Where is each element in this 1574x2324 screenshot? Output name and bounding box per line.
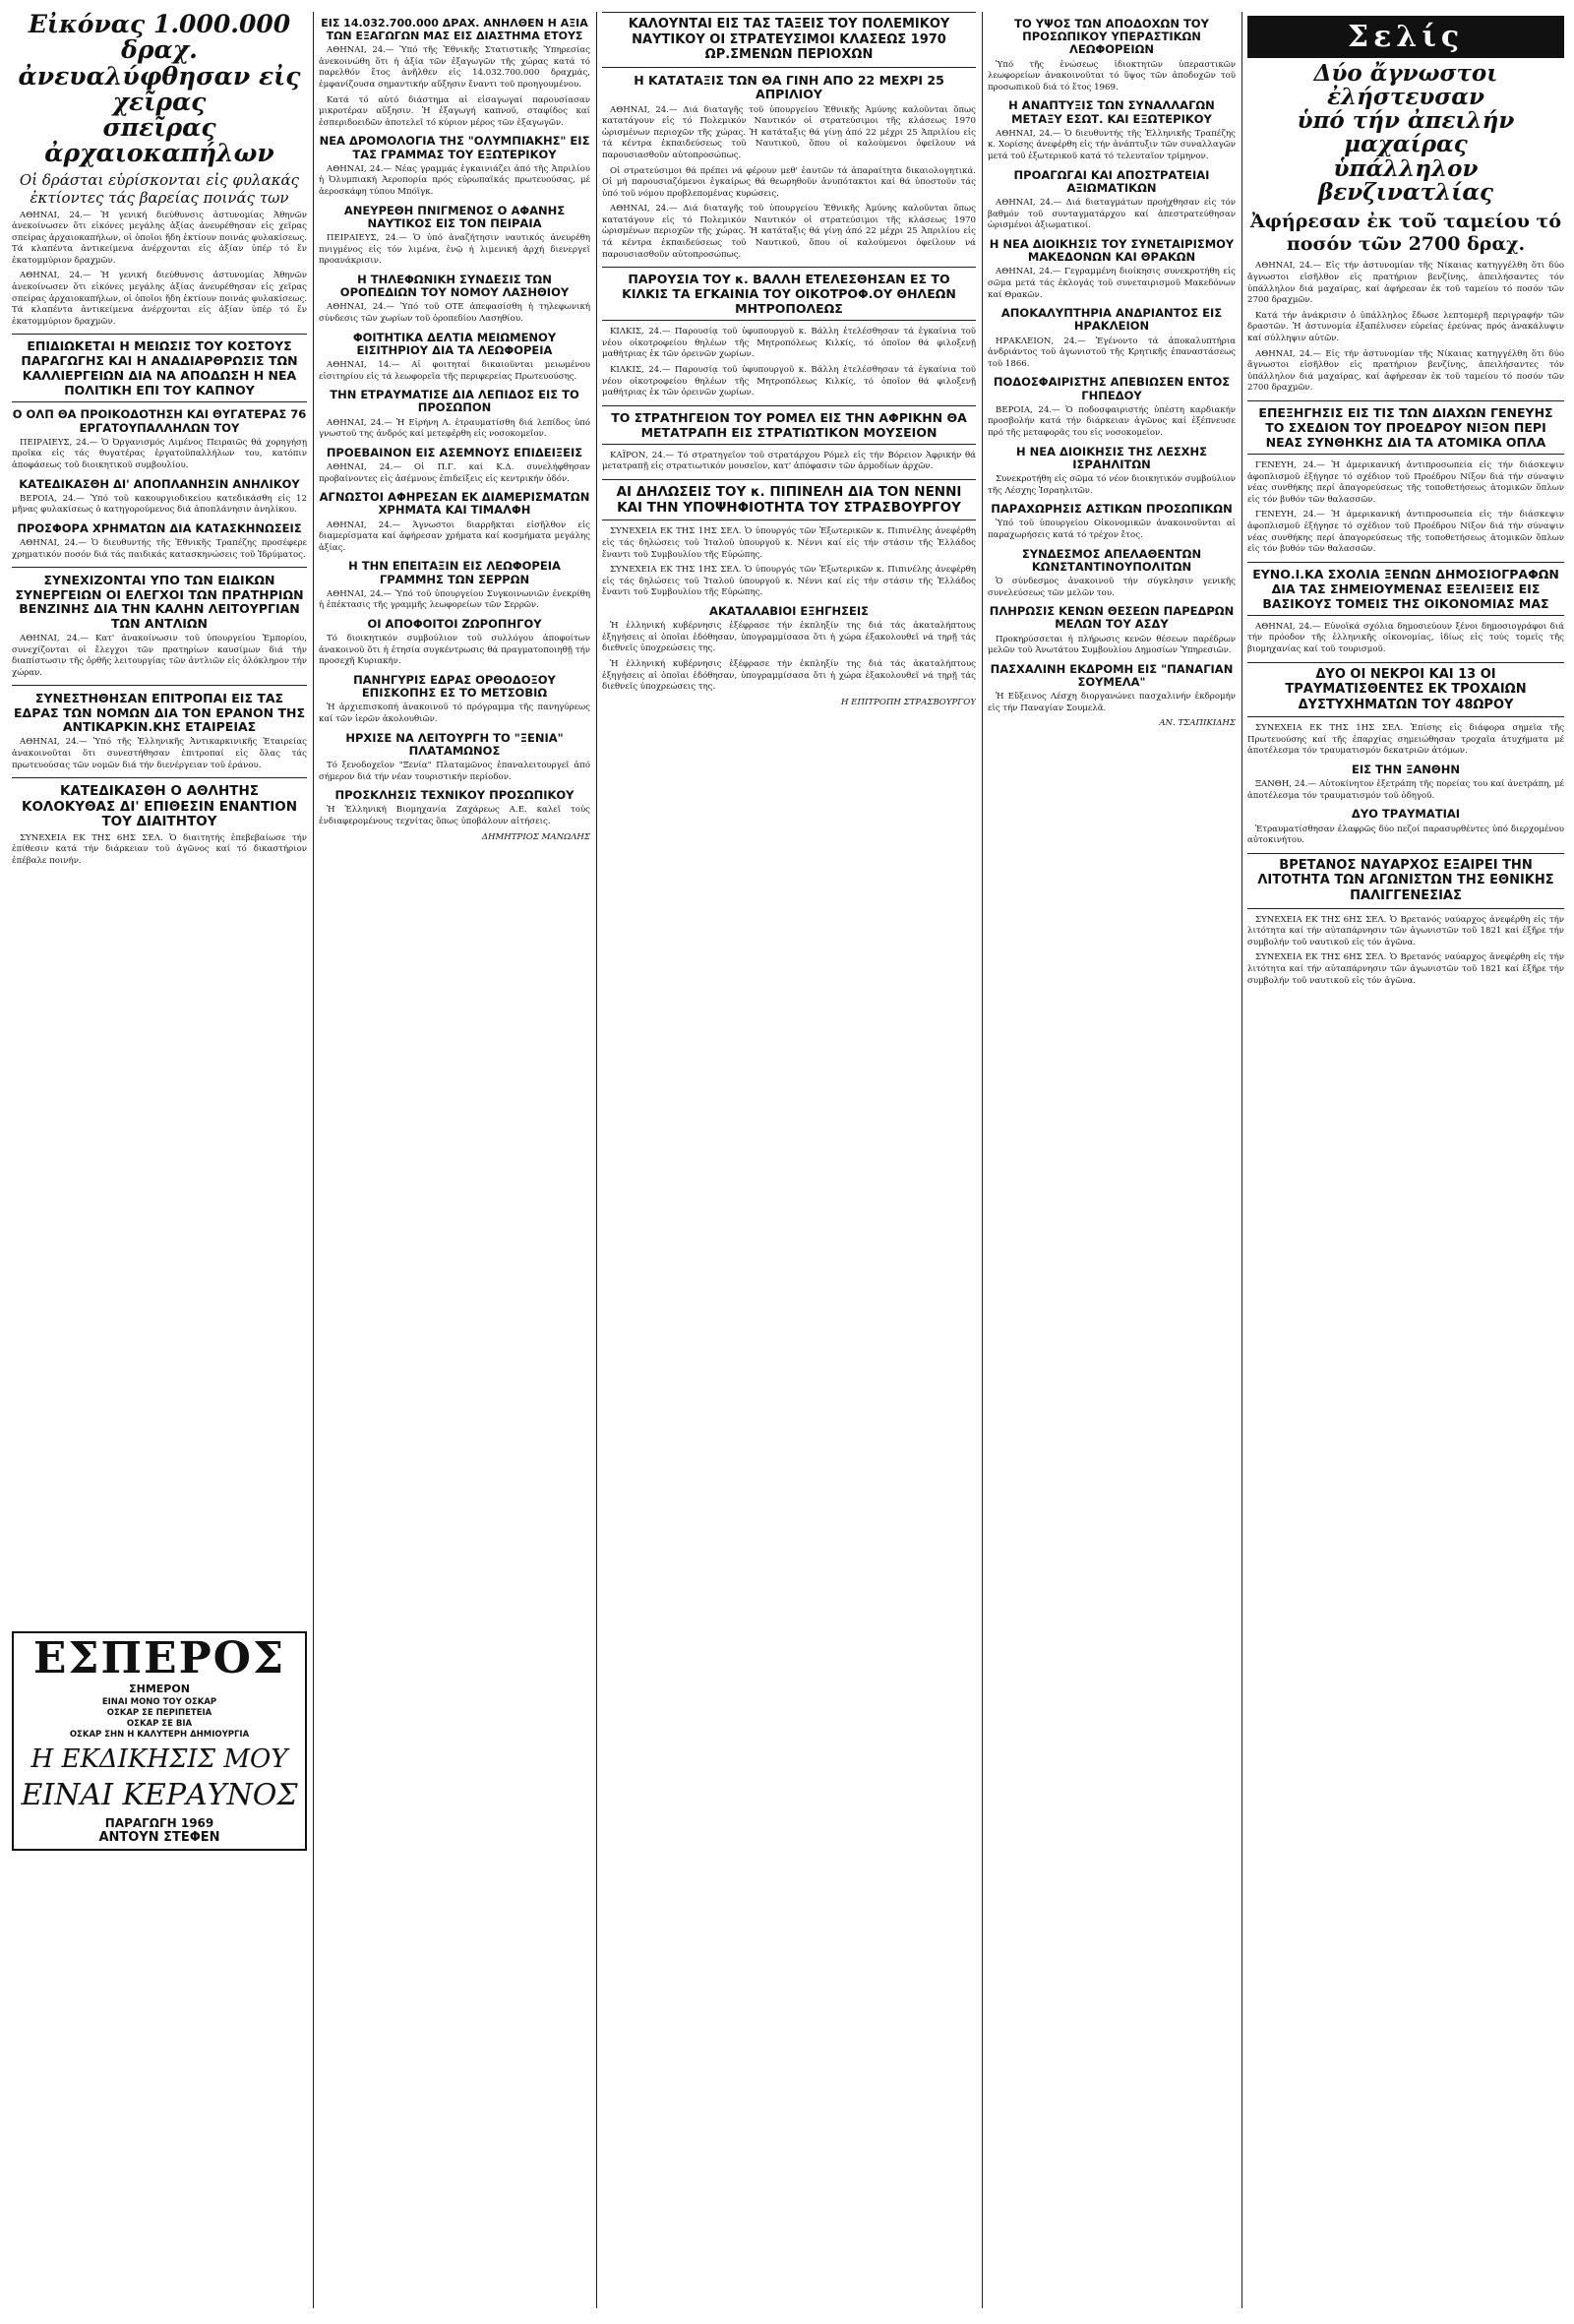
exports-body: ΑΘΗΝΑΙ, 24.— Ὑπό τῆς Ἐθνικῆς Στατιστικῆς Ὑπηρεσίας ἀνεκοινώθη ὅτι ἡ ἀξία τῶν ἐξαγωγῶν τῆς χώρας κατά τό παρελθόν ἔτος ἀνῆλθεν εἰς 14.032.700.000 δραχμάς, ἐμφανίζουσα σημαντικήν αὔξησιν ἔναντι τοῦ προηγουμένου.: [319, 45, 590, 91]
metsovo-headline: ΠΑΝΗΓΥΡΙΣ ΕΔΡΑΣ ΟΡΘΟΔΟΞΟΥ ΕΠΙΣΚΟΠΗΣ ΕΣ ΤΟ ΜΕΤΣΟΒΙΩ: [353, 673, 556, 701]
synallages-headline: Η ΑΝΑΠΤΥΞΙΣ ΤΩΝ ΣΥΝΑΛΛΑΓΩΝ ΜΕΤΑΞΥ ΕΣΩΤ. ΚΑΙ ΕΞΩΤΕΡΙΚΟΥ: [1008, 98, 1215, 126]
ad-film-1: Η ΕΚΔΙΚΗΣΙΣ ΜΟΥ: [30, 1744, 288, 1775]
ad-film-2: ΕΙΝΑΙ ΚΕΡΑΥΝΟΣ: [21, 1778, 298, 1813]
lead-subhead: Οἱ δράσται εὑρίσκονται εἰς φυλακάς ἐκτίοντες τάς βαρείας ποινάς των: [19, 170, 300, 207]
deltia-headline: ΦΟΙΤΗΤΙΚΑ ΔΕΛΤΙΑ ΜΕΙΩΜΕΝΟΥ ΕΙΣΙΤΗΡΙΟΥ ΔΙΑ ΤΑ ΛΕΩΦΟΡΕΙΑ: [352, 330, 557, 357]
ad-year: ΠΑΡΑΓΩΓΗ 1969: [104, 1816, 214, 1831]
naval-body: ΣΥΝΕΧΕΙΑ ΕΚ ΤΗΣ 6ΗΣ ΣΕΛ. Ὁ Βρετανός ναύαρχος ἀνεφέρθη εἰς τήν λιτότητα καί τήν αὐταπάρνησιν τῶν ἀγωνιστῶν τοῦ 1821 καί ἐξῆρε τήν συμβολήν τοῦ ναυτικοῦ εἰς τόν ἀγῶνα.: [1247, 914, 1564, 948]
ad-actor: ΑΝΤΟΥΝ ΣΤΕΦΕΝ: [98, 1830, 220, 1846]
dioikisis-headline: Η ΝΕΑ ΔΙΟΙΚΗΣΙΣ ΤΟΥ ΣΥΝΕΤΑΙΡΙΣΜΟΥ ΜΑΚΕΔΟΝΩΝ ΚΑΙ ΘΡΑΚΩΝ: [989, 236, 1235, 265]
lead-headline-2: ἀνευαλύφθησαν εἰς χεῖρας: [18, 61, 301, 116]
xanthi-headline: ΕΙΣ ΤΗΝ ΞΑΝΘΗΝ: [1352, 763, 1460, 777]
scholi-headline: ΕΥΝΟ.Ι.ΚΑ ΣΧΟΛΙΑ ΞΕΝΩΝ ΔΗΜΟΣΙΟΓΡΑΦΩΝ ΔΙΑ ΤΑΣ ΣΗΜΕΙΟΥΜΕΝΑΣ ΕΞΕΛΙΞΕΙΣ ΕΙΣ ΒΑΣΙΚΟΥΣ ΤΟΜΕΙΣ ΤΗΣ ΟΙΚΟΝΟΜΙΑΣ ΜΑΣ: [1247, 562, 1564, 616]
zoro-body: Τό διοικητικόν συμβούλιον τοῦ συλλόγου ἀποφοίτων ἀνακοινοῦ ὅτι ἡ ἐτησία συγκέντρωσις θά πραγματοποιηθῇ τήν προσεχῆ Κυριακήν.: [319, 634, 590, 667]
exports-headline: ΕΙΣ 14.032.700.000 ΔΡΑΧ. ΑΝΗΛΘΕΝ Η ΑΞΙΑ ΤΩΝ ΕΞΑΓΩΓΩΝ ΜΑΣ ΕΙΣ ΔΙΑΣΤΗΜΑ ΕΤΟΥΣ: [321, 17, 588, 42]
kolokythas-body: ΣΥΝΕΧΕΙΑ ΕΚ ΤΗΣ 6ΗΣ ΣΕΛ. Ὁ διαιτητής ἐπεβεβαίωσε τήν ἐπίθεσιν κατά τήν διάρκειαν τοῦ ἀγῶνος καί τό δικαστήριον ἐπέβαλε ποινήν.: [12, 832, 307, 866]
peiraia-headline: ΑΝΕΥΡΕΘΗ ΠΝΙΓΜΕΝΟΣ Ο ΑΦΑΝΗΣ ΝΑΥΤΙΚΟΣ ΕΙΣ ΤΟΝ ΠΕΙΡΑΙΑ: [343, 203, 566, 230]
dromologia-body: ΑΘΗΝΑΙ, 24.— Νέας γραμμάς ἐγκαινιάζει ἀπό τῆς Ἀπριλίου ἡ Ὀλυμπιακή Ἀεροπορία πρός εὐρωπαϊκάς πρωτευούσας, μέ ἀεροσκάφη τύπου Μπόϊγκ.: [319, 163, 590, 198]
dyo-headline: ΔΥΟ ΤΡΑΥΜΑΤΙΑΙ: [1351, 807, 1461, 822]
robbery-headline-2: ὑπό τήν ἀπειλήν μαχαίρας: [1297, 107, 1515, 158]
column-1: [12, 12, 307, 2308]
column-4: [988, 12, 1236, 2308]
syndesmos-body: Ὁ σύνδεσμος ἀνακοινοῦ τήν σύγκλησιν γενικῆς συνελεύσεως τῶν μελῶν του.: [988, 577, 1236, 598]
xenia-body: Τό ξενοδοχεῖον "Ξενία" Πλαταμῶνος ἐπαναλειτουργεῖ ἀπό σήμερον διά τήν νέαν τουριστικήν περίοδον.: [319, 761, 590, 782]
tobacco-banner: ΕΠΙΔΙΩΚΕΤΑΙ Η ΜΕΙΩΣΙΣ ΤΟΥ ΚΟΣΤΟΥΣ ΠΑΡΑΓΩΓΗΣ ΚΑΙ Η ΑΝΑΔΙΑΡΘΡΩΣΙΣ ΤΩΝ ΚΑΛΛΙΕΡΓΕΙΩΝ ΔΙΑ ΝΑ ΑΠΟΔΩΣΗ Η ΝΕΑ ΠΟΛΙΤΙΚΗ ΕΠΙ ΤΟΥ ΚΑΠΝΟΥ: [12, 334, 307, 402]
xenia-headline: ΗΡΧΙΣΕ ΝΑ ΛΕΙΤΟΥΡΓΗ ΤΟ "ΞΕΝΙΑ" ΠΛΑΤΑΜΩΝΟΣ: [345, 730, 564, 758]
timapha-headline: ΑΓΝΩΣΤΟΙ ΑΦΗΡΕΣΑΝ ΕΚ ΔΙΑΜΕΡΙΣΜΑΤΩΝ ΧΡΗΜΑΤΑ ΚΑΙ ΤΙΜΑΛΦΗ: [319, 490, 590, 518]
proagogai-body: ΑΘΗΝΑΙ, 24.— Διά διαταγμάτων προήχθησαν εἰς τόν βαθμόν τοῦ συνταγματάρχου καί ἀπεστρατεύθησαν ὡρισμένοι ἀξιωματικοί.: [988, 198, 1236, 231]
column-3: [602, 12, 976, 2308]
venzini-headline: ΣΥΝΕΧΙΖΟΝΤΑΙ ΥΠΟ ΤΩΝ ΕΙΔΙΚΩΝ ΣΥΝΕΡΓΕΙΩΝ ΟΙ ΕΛΕΓΧΟΙ ΤΩΝ ΠΡΑΤΗΡΙΩΝ ΒΕΝΖΙΝΗΣ ΔΙΑ ΤΗΝ ΚΑΛΗΝ ΛΕΙΤΟΥΡΓΙΑΝ ΤΩΝ ΑΝΤΛΙΩΝ: [15, 573, 304, 631]
ankylos-headline: ΚΑΤΕΔΙΚΑΣΘΗ ΔΙ' ΑΠΟΠΛΑΝΗΣΙΝ ΑΝΗΛΙΚΟΥ: [19, 476, 300, 491]
ankylos-body: ΒΕΡΟΙΑ, 24.— Ὑπό τοῦ κακουργιοδικείου κατεδικάσθη εἰς 12 μῆνας φυλακίσεως ὁ κατηγορούμενος διά ἀποπλάνησιν ἀνηλίκου.: [12, 493, 307, 516]
col3-signature: Η ΕΠΙΤΡΟΠΗ ΣΤΡΑΣΒΟΥΡΓΟΥ: [840, 697, 976, 707]
navy-banner: ΚΑΛΟΥΝΤΑΙ ΕΙΣ ΤΑΣ ΤΑΞΕΙΣ ΤΟΥ ΠΟΛΕΜΙΚΟΥ ΝΑΥΤΙΚΟΥ ΟΙ ΣΤΡΑΤΕΥΣΙΜΟΙ ΚΛΑΣΕΩΣ 1970 ΩΡ.ΣΜΕΝΩΝ ΠΕΡΙΟΧΩΝ: [602, 12, 976, 68]
lepidos-body: ΑΘΗΝΑΙ, 24.— Ἡ Εἰρήνη Λ. ἐτραυματίσθη διά λεπίδος ὑπό γνωστοῦ της ἀνδρός καί μετεφέρθη εἰς νοσοκομεῖον.: [319, 417, 590, 440]
xanthi-body: ΞΑΝΘΗ, 24.— Αὐτοκίνητον ἐξετράπη τῆς πορείας του καί ἀνετράπη, μέ ἀποτέλεσμα τόν τραυματισμόν τοῦ ὁδηγοῦ.: [1247, 779, 1564, 801]
israiliton-body: Συνεκροτήθη εἰς σῶμα τό νέον διοικητικόν συμβούλιον τῆς Λέσχης Ἰσραηλιτῶν.: [988, 473, 1236, 496]
lasithi-body: ΑΘΗΝΑΙ, 24.— Ὑπό τοῦ ΟΤΕ ἀπεφασίσθη ἡ τηλεφωνική σύνδεσις τῶν χωρίων τοῦ ὀροπεδίου Λασηθίου.: [319, 302, 590, 324]
asemnoi-body: ΑΘΗΝΑΙ, 24.— Οἱ Π.Γ. καί Κ.Δ. συνελήφθησαν προβαίνοντες εἰς ἀσέμνους ἐπιδείξεις εἰς κεντρικήν ὁδόν.: [319, 461, 590, 484]
zoro-headline: ΟΙ ΑΠΟΦΟΙΤΟΙ ΖΩΡΟΠΗΓΟΥ: [367, 617, 542, 631]
metsovo-body: Ἡ ἀρχιεπισκοπή ἀνακοινοῦ τό πρόγραμμα τῆς πανηγύρεως καί τῶν ἱερῶν ἀκολουθιῶν.: [319, 703, 590, 725]
lead-headline-1: Εἰκόνας 1.000.000 δραχ.: [28, 12, 291, 65]
andriantos-body: ΗΡΑΚΛΕΙΟΝ, 24.— Ἐγένοντο τά ἀποκαλυπτήρια ἀνδριάντος τοῦ ἀγωνιστοῦ τῆς Κρητικῆς ἐπαναστάσεως τοῦ 1866.: [988, 336, 1236, 369]
ad-line-2: ΟΣΚΑΡ ΣΕ ΠΕΡΙΠΕΤΕΙΑ: [106, 1708, 212, 1719]
lead-body: ΑΘΗΝΑΙ, 24.— Ἡ γενική διεύθυνσις ἀστυνομίας Ἀθηνῶν ἀνεκοίνωσεν ὅτι εἰκόνες μεγάλης ἀξίας ἀνευρέθησαν εἰς χεῖρας σπείρας ἀρχαιοκαπήλων, οἱ ὁποῖοι ἤδη ἐκτίουν ποινάς φυλακίσεως. Τά κλαπέντα ἀντικείμενα ἀνέρχονται εἰς ἀξίαν ὑπέρ τό ἕν ἑκατομμύριον δραχμῶν.: [12, 210, 307, 266]
soyrela-body: Ἡ Εὔξεινος Λέσχη διοργανώνει πασχαλινήν ἐκδρομήν εἰς τήν Παναγίαν Σουμελᾶ.: [988, 692, 1236, 713]
trochaia-headline: ΔΥΟ ΟΙ ΝΕΚΡΟΙ ΚΑΙ 13 ΟΙ ΤΡΑΥΜΑΤΙΣΘΕΝΤΕΣ ΕΚ ΤΡΟΧΑΙΩΝ ΔΥΣΤΥΧΗΜΑΤΩΝ ΤΟΥ 48ΩΡΟΥ: [1247, 662, 1564, 718]
akatalavoi-body-2: Ἡ ἑλληνική κυβέρνησις ἐξέφρασε τήν ἐκπληξίν της διά τάς ἀκαταλήπτους ἐξηγήσεις αἱ ὁποῖαι ἐδόθησαν, ὑπογραμμίσασα ὅτι ἡ χώρα ἐξακολουθεῖ νά τηρῇ τάς διεθνεῖς ὑποχρεώσεις της.: [602, 658, 976, 693]
ad-today: ΣΗΜΕΡΟΝ: [129, 1682, 190, 1695]
pipinelis-body: ΣΥΝΕΧΕΙΑ ΕΚ ΤΗΣ 1ΗΣ ΣΕΛ. Ὁ ὑπουργός τῶν Ἐξωτερικῶν κ. Πιπινέλης ἀνεφέρθη εἰς τάς δηλώσεις τοῦ Ἰταλοῦ ὑπουργοῦ κ. Νέννι καί εἰς τήν στάσιν τῆς Ἑλλάδος ἔναντι τοῦ Συμβουλίου τῆς Εὐρώπης.: [602, 526, 976, 560]
olp-body: ΠΕΙΡΑΙΕΥΣ, 24.— Ὁ Ὀργανισμός Λιμένος Πειραιῶς θά χορηγήσῃ προῖκα εἰς τάς θυγατέρας ἐργατοϋπαλλήλων του, κατόπιν ἀποφάσεως τοῦ διοικητικοῦ συμβουλίου.: [12, 437, 307, 471]
lead-body-cont: ΑΘΗΝΑΙ, 24.— Ἡ γενική διεύθυνσις ἀστυνομίας Ἀθηνῶν ἀνεκοίνωσεν ὅτι εἰκόνες μεγάλης ἀξίας ἀνευρέθησαν εἰς χεῖρας σπείρας ἀρχαιοκαπήλων, οἱ ὁποῖοι ἤδη ἐκτίουν ποινάς φυλακίσεως. Τά κλαπέντα ἀντικείμενα ἀνέρχονται εἰς ἀξίαν ὑπέρ τό ἕν ἑκατομμύριον δραχμῶν.: [12, 271, 307, 327]
romea-headline: ΤΟ ΣΤΡΑΤΗΓΕΙΟΝ ΤΟΥ ΡΟΜΕΛ ΕΙΣ ΤΗΝ ΑΦΡΙΚΗΝ ΘΑ ΜΕΤΑΤΡΑΠΗ ΕΙΣ ΣΤΡΑΤΙΩΤΙΚΟΝ ΜΟΥΣΕΙΟΝ: [602, 405, 976, 445]
robbery-headline-3: ὑπάλληλον βενζινατλίας: [1317, 154, 1494, 206]
trochaia-body: ΣΥΝΕΧΕΙΑ ΕΚ ΤΗΣ 1ΗΣ ΣΕΛ. Ἐπίσης εἰς διάφορα σημεῖα τῆς Πρωτευούσης καί τῆς ἐπαρχίας σημειώθησαν τροχαῖα ἀτυχήματα μέ ἀποτέλεσμα τόν τραυματισμόν δεκατριῶν ἀτόμων.: [1247, 723, 1564, 757]
vallis-body: ΚΙΛΚΙΣ, 24.— Παρουσίᾳ τοῦ ὑφυπουργοῦ κ. Βάλλη ἐτελέσθησαν τά ἐγκαίνια τοῦ νέου οἰκοτροφείου θηλέων τῆς Μητροπόλεως Κιλκίς, τό ὁποῖον θά φιλοξενῇ μαθήτριας ἐκ τῶν ὀρεινῶν χωρίων.: [602, 327, 976, 360]
vallis-headline: ΠΑΡΟΥΣΙΑ ΤΟΥ κ. ΒΑΛΛΗ ΕΤΕΛΕΣΘΗΣΑΝ ΕΣ ΤΟ ΚΙΛΚΙΣ ΤΑ ΕΓΚΑΙΝΙΑ ΤΟΥ ΟΙΚΟΤΡΟΦ.ΟΥ ΘΗΛΕΩΝ ΜΗΤΡΟΠΟΛΕΩΣ: [602, 267, 976, 321]
robbery-body-2: Κατά τήν ἀνάκρισιν ὁ ὑπάλληλος ἔδωσε λεπτομερῆ περιγραφήν τῶν δραστῶν. Ἡ ἀστυνομία ἐξαπέλυσεν εὐρείας ἐρεύνας πρός ἀνακάλυψιν καί σύλληψιν αὐτῶν.: [1247, 310, 1564, 343]
naval-body-2: ΣΥΝΕΧΕΙΑ ΕΚ ΤΗΣ 6ΗΣ ΣΕΛ. Ὁ Βρετανός ναύαρχος ἀνεφέρθη εἰς τήν λιτότητα καί τήν αὐταπάρνησιν τῶν ἀγωνιστῶν τοῦ 1821 καί ἐξῆρε τήν συμβολήν τοῦ ναυτικοῦ εἰς τόν ἀγῶνα.: [1247, 952, 1564, 986]
lead-headline-3: σπεῖρας ἀρχαιοκαπήλων: [44, 113, 274, 168]
peiraia-body: ΠΕΙΡΑΙΕΥΣ, 24.— Ὁ ὑπό ἀναζήτησιν ναυτικός ἀνευρέθη πνιγμένος εἰς τόν λιμένα, ἐνῷ ἡ λιμενική ἀρχή διενεργεῖ προανάκρισιν.: [319, 233, 590, 267]
akatalavoi-headline: ΑΚΑΤΑΛΑΒΙΟΙ ΕΞΗΓΗΣΕΙΣ: [709, 603, 869, 618]
podosfairo-headline: ΠΟΔΟΣΦΑΙΡΙΣΤΗΣ ΑΠΕΒΙΩΣΕΝ ΕΝΤΟΣ ΓΗΠΕΔΟΥ: [993, 375, 1231, 402]
robbery-body: ΑΘΗΝΑΙ, 24.— Εἰς τήν ἀστυνομίαν τῆς Νίκαιας κατηγγέλθη ὅτι δύο ἄγνωστοι εἰσῆλθον εἰς πρατήριον βενζίνης, ἀπειλήσαντες τόν ὑπάλληλον διά μαχαίρας, καί ἀφήρεσαν ἐκ τοῦ ταμείου τό ποσόν τῶν 2700 δραχμῶν.: [1247, 261, 1564, 306]
prosfora-body: ΑΘΗΝΑΙ, 24.— Ὁ διευθυντής τῆς Ἐθνικῆς Τραπέζης προσέφερε χρηματικόν ποσόν διά τάς παιδικάς κατασκηνώσεις τοῦ Ἱδρύματος.: [12, 538, 307, 560]
akatalavoi-body: Ἡ ἑλληνική κυβέρνησις ἐξέφρασε τήν ἐκπληξίν της διά τάς ἀκαταλήπτους ἐξηγήσεις αἱ ὁποῖαι ἐδόθησαν, ὑπογραμμίσασα ὅτι ἡ χώρα ἐξακολουθεῖ νά τηρῇ τάς διεθνεῖς ὑποχρεώσεις της.: [602, 621, 976, 654]
robbery-headline-1: Δύο ἄγνωστοι ἐλήστευσαν: [1313, 60, 1498, 111]
prosfora-headline: ΠΡΟΣΦΟΡΑ ΧΡΗΜΑΤΩΝ ΔΙΑ ΚΑΤΑΣΚΗΝΩΣΕΙΣ: [17, 521, 302, 536]
ypsos-headline: ΤΟ ΥΨΟΣ ΤΩΝ ΑΠΟΔΟΧΩΝ ΤΟΥ ΠΡΟΣΩΠΙΚΟΥ ΥΠΕΡΑΣΤΙΚΩΝ ΛΕΩΦΟΡΕΙΩΝ: [1014, 17, 1209, 57]
paraxoriseis-headline: ΠΑΡΑΧΩΡΗΣΙΣ ΑΣΤΙΚΩΝ ΠΡΟΣΩΠΙΚΩΝ: [991, 502, 1233, 517]
lasithi-headline: Η ΤΗΛΕΦΩΝΙΚΗ ΣΥΝΔΕΣΙΣ ΤΩΝ ΟΡΟΠΕΔΙΩΝ ΤΟΥ ΝΟΜΟΥ ΛΑΣΗΘΙΟΥ: [339, 272, 570, 300]
lepidos-headline: ΤΗΝ ΕΤΡΑΥΜΑΤΙΣΕ ΔΙΑ ΛΕΠΙΔΟΣ ΕΙΣ ΤΟ ΠΡΟΣΩΠΟΝ: [330, 388, 579, 415]
ad-line-3: ΟΣΚΑΡ ΣΕ ΒΙΑ: [126, 1719, 193, 1730]
navy-body-3: ΑΘΗΝΑΙ, 24.— Διά διαταγῆς τοῦ ὑπουργείου Ἐθνικῆς Ἀμύνης καλοῦνται ὅπως κατατάγουν εἰς τό Πολεμικόν Ναυτικόν οἱ στρατεύσιμοι τῆς κλάσεως 1970 ὡρισμένων περιοχῶν τῆς χώρας. Ἡ κατάταξις θά γίνῃ ἀπό 22 μέχρι 25 Ἀπριλίου εἰς τά κέντρα ἐκπαιδεύσεως τοῦ Ναυτικοῦ, ὅπου οἱ καλούμενοι ὀφείλουν νά παρουσιασθοῦν αὐτοπροσώπως.: [602, 204, 976, 260]
deltia-body: ΑΘΗΝΑΙ, 14.— Αἱ φοιτηταί δικαιοῦνται μειωμένου εἰσιτηρίου εἰς τά λεωφορεῖα τῆς περιφερείας Πρωτευούσης.: [319, 359, 590, 382]
navy-body: ΑΘΗΝΑΙ, 24.— Διά διαταγῆς τοῦ ὑπουργείου Ἐθνικῆς Ἀμύνης καλοῦνται ὅπως κατατάγουν εἰς τό Πολεμικόν Ναυτικόν οἱ στρατεύσιμοι τῆς κλάσεως 1970 ὡρισμένων περιοχῶν τῆς χώρας. Ἡ κατάταξις θά γίνῃ ἀπό 22 μέχρι 25 Ἀπριλίου εἰς τά κέντρα ἐκπαιδεύσεως τοῦ Ναυτικοῦ, ὅπου οἱ καλούμενοι ὀφείλουν νά παρουσιασθοῦν αὐτοπροσώπως.: [602, 104, 976, 160]
ad-title: ΕΣΠΕΡΟΣ: [32, 1633, 286, 1683]
column-2: [319, 12, 590, 2308]
serres-headline: Η ΤΗΝ ΕΠΕΙΤΑΞΙΝ ΕΙΣ ΛΕΩΦΟΡΕΙΑ ΓΡΑΜΜΗΣ ΤΩΝ ΣΕΡΡΩΝ: [348, 559, 561, 586]
prosklisis-headline: ΠΡΟΣΚΛΗΣΙΣ ΤΕΧΝΙΚΟΥ ΠΡΟΣΩΠΙΚΟΥ: [334, 788, 575, 803]
column-5: [1247, 12, 1564, 2308]
nixon-body-2: ΓΕΝΕΥΗ, 24.— Ἡ ἀμερικανική ἀντιπροσωπεία εἰς τήν διάσκεψιν ἀφοπλισμοῦ ἐξήγησε τό σχέδιον τοῦ Προέδρου Νίξον διά τήν σύναψιν νέας συνθήκης περί ἀπαγορεύσεως τῆς τοποθετήσεως ἀτομικῶν ὅπλων εἰς τόν βυθόν τῶν θαλασσῶν.: [1247, 510, 1564, 555]
scholi-body: ΑΘΗΝΑΙ, 24.— Εὐνοϊκά σχόλια δημοσιεύουν ξένοι δημοσιογράφοι διά τήν πρόοδον τῆς ἑλληνικῆς οἰκονομίας, ἰδίως εἰς τούς τομεῖς τῆς βιομηχανίας καί τοῦ τουρισμοῦ.: [1247, 621, 1564, 654]
col4-signature: ΑΝ. ΤΣΑΠΙΚΙΔΗΣ: [1159, 718, 1236, 729]
venzini-body: ΑΘΗΝΑΙ, 24.— Κατ' ἀνακοίνωσιν τοῦ ὑπουργείου Ἐμπορίου, συνεχίζονται οἱ ἔλεγχοι τῶν πρατηρίων καυσίμων διά τήν διαπίστωσιν τῆς ὀρθῆς λειτουργίας τῶν ἀντλιῶν εἰς ὁλόκληρον τήν χώραν.: [12, 633, 307, 678]
proagogai-headline: ΠΡΟΑΓΩΓΑΙ ΚΑΙ ΑΠΟΣΤΡΑΤΕΙΑΙ ΑΞΙΩΜΑΤΙΚΩΝ: [1013, 167, 1210, 195]
soyrela-headline: ΠΑΣΧΑΛΙΝΗ ΕΚΔΡΟΜΗ ΕΙΣ "ΠΑΝΑΓΙΑΝ ΣΟΥΜΕΛΑ": [990, 661, 1234, 690]
pipinelis-headline: ΑΙ ΔΗΛΩΣΕΙΣ ΤΟΥ κ. ΠΙΠΙΝΕΛΗ ΔΙΑ ΤΟΝ ΝΕΝΝΙ ΚΑΙ ΤΗΝ ΥΠΟΨΗΦΙΟΤΗΤΑ ΤΟΥ ΣΤΡΑΣΒΟΥΡΓΟΥ: [602, 479, 976, 520]
dyo-body: Ἐτραυματίσθησαν ἐλαφρῶς δύο πεζοί παρασυρθέντες ὑπό διερχομένου αὐτοκινήτου.: [1247, 824, 1564, 846]
ad-line-4: ΟΣΚΑΡ ΣΗΝ Η ΚΑΛΥΤΕΡΗ ΔΗΜΙΟΥΡΓΙΑ: [69, 1730, 250, 1741]
kolokythas-headline: ΚΑΤΕΔΙΚΑΣΘΗ Ο ΑΘΛΗΤΗΣ ΚΟΛΟΚΥΘΑΣ ΔΙ' ΕΠΙΘΕΣΙΝ ΕΝΑΝΤΙΟΝ ΤΟΥ ΔΙΑΙΤΗΤΟΥ: [21, 783, 297, 830]
israiliton-headline: Η ΝΕΑ ΔΙΟΙΚΗΣΙΣ ΤΗΣ ΛΕΣΧΗΣ ΙΣΡΑΗΛΙΤΩΝ: [1015, 444, 1208, 471]
ypsos-body: Ὑπό τῆς ἐνώσεως ἰδιοκτητῶν ὑπεραστικῶν λεωφορείων ἀνακοινοῦται τό ὕψος τῶν ἀποδοχῶν τοῦ προσωπικοῦ διά τό ἔτος 1969.: [988, 59, 1236, 92]
axsy-headline: ΠΛΗΡΩΣΙΣ ΚΕΝΩΝ ΘΕΣΕΩΝ ΠΑΡΕΔΡΩΝ ΜΕΛΩΝ ΤΟΥ ΑΣΔΥ: [989, 604, 1235, 632]
axsy-body: Προκηρύσσεται ἡ πλήρωσις κενῶν θέσεων παρέδρων μελῶν τοῦ Ἀνωτάτου Συμβουλίου Δημοσίων Ὑπηρεσιῶν.: [988, 634, 1236, 656]
romea-body: ΚΑΪΡΟΝ, 24.— Τό στρατηγεῖον τοῦ στρατάρχου Ρόμελ εἰς τήν Βόρειον Ἀφρικήν θά μετατραπῇ εἰς στρατιωτικόν μουσεῖον, κατ' ἀπόφασιν τῶν ἁρμοδίων ἀρχῶν.: [602, 450, 976, 472]
synallages-body: ΑΘΗΝΑΙ, 24.— Ὁ διευθυντής τῆς Ἑλληνικῆς Τραπέζης κ. Χορίσης ἀνεφέρθη εἰς τήν ἀνάπτυξιν τῶν συναλλαγῶν μετά τοῦ ἐξωτερικοῦ κατά τό τελευταῖον τρίμηνον.: [988, 128, 1236, 162]
naval-headline: ΒΡΕΤΑΝΟΣ ΝΑΥΑΡΧΟΣ ΕΞΑΙΡΕΙ ΤΗΝ ΛΙΤΟΤΗΤΑ ΤΩΝ ΑΓΩΝΙΣΤΩΝ ΤΗΣ ΕΘΝΙΚΗΣ ΠΑΛΙΓΓΕΝΕΣΙΑΣ: [1247, 853, 1564, 909]
cinema-ad: [12, 1625, 307, 1857]
robbery-body-3: ΑΘΗΝΑΙ, 24.— Εἰς τήν ἀστυνομίαν τῆς Νίκαιας κατηγγέλθη ὅτι δύο ἄγνωστοι εἰσῆλθον εἰς πρατήριον βενζίνης, ἀπειλήσαντες τόν ὑπάλληλον διά μαχαίρας, καί ἀφήρεσαν ἐκ τοῦ ταμείου τό ποσόν τῶν 2700 δραχμῶν.: [1247, 348, 1564, 394]
dioikisis-body: ΑΘΗΝΑΙ, 24.— Γεγραμμένη διοίκησις συνεκροτήθη εἰς σῶμα μετά τάς ἐκλογάς τοῦ συνεταιρισμοῦ Μακεδόνων καί Θρακῶν.: [988, 267, 1236, 300]
andriantos-headline: ΑΠΟΚΑΛΥΠΤΗΡΙΑ ΑΝΔΡΙΑΝΤΟΣ ΕΙΣ ΗΡΑΚΛΕΙΟΝ: [1000, 306, 1223, 334]
olp-headline: Ο ΟΛΠ ΘΑ ΠΡΟΙΚΟΔΟΤΗΣΗ ΚΑΙ ΘΥΓΑΤΕΡΑΣ 76 ΕΡΓΑΤΟΥΠΑΛΛΗΛΩΝ ΤΟΥ: [12, 407, 307, 435]
asemnoi-headline: ΠΡΟΕΒΑΙΝΟΝ ΕΙΣ ΑΣΕΜΝΟΥΣ ΕΠΙΔΕΙΞΕΙΣ: [326, 445, 583, 459]
paraxoriseis-body: Ὑπό τοῦ ὑπουργείου Οἰκονομικῶν ἀνακοινοῦνται αἱ παραχωρήσεις κατά τό τρέχον ἔτος.: [988, 519, 1236, 540]
pipinelis-body-2: ΣΥΝΕΧΕΙΑ ΕΚ ΤΗΣ 1ΗΣ ΣΕΛ. Ὁ ὑπουργός τῶν Ἐξωτερικῶν κ. Πιπινέλης ἀνεφέρθη εἰς τάς δηλώσεις τοῦ Ἰταλοῦ ὑπουργοῦ κ. Νέννι καί εἰς τήν στάσιν τῆς Ἑλλάδος ἔναντι τοῦ Συμβουλίου τῆς Εὐρώπης.: [602, 565, 976, 598]
navy-subhead: Η ΚΑΤΑΤΑΞΙΣ ΤΩΝ ΘΑ ΓΙΝΗ ΑΠΟ 22 ΜΕΧΡΙ 25 ΑΠΡΙΛΙΟΥ: [634, 72, 944, 102]
col2-signature: ΔΗΜΗΤΡΙΟΣ ΜΑΝΩΛΗΣ: [481, 831, 590, 842]
eranos-body: ΑΘΗΝΑΙ, 24.— Ὑπό τῆς Ἑλληνικῆς Ἀντικαρκινικῆς Ἑταιρείας ἀνακοινοῦται ὅτι συνεστήθησαν ἐπιτροπαί εἰς ὅλας τάς πρωτευούσας τῶν νομῶν διά τήν διενέργειαν τοῦ ἐράνου.: [12, 737, 307, 770]
syndesmos-headline: ΣΥΝΔΕΣΜΟΣ ΑΠΕΛΑΘΕΝΤΩΝ ΚΩΝΣΤΑΝΤΙΝΟΥΠΟΛΙΤΩΝ: [1021, 546, 1202, 574]
robbery-subhead: Ἀφήρεσαν ἐκ τοῦ ταμείου τό ποσόν τῶν 2700 δραχ.: [1249, 210, 1561, 255]
nixon-headline: ΕΠΕΞΗΓΗΣΙΣ ΕΙΣ ΤΙΣ ΤΩΝ ΔΙΑΧΩΝ ΓΕΝΕΥΗΣ ΤΟ ΣΧΕΔΙΟΝ ΤΟΥ ΠΡΟΕΔΡΟΥ ΝΙΞΟΝ ΠΕΡΙ ΝΕΑΣ ΣΥΝΘΗΚΗΣ ΔΙΑ ΤΑ ΑΤΟΜΙΚΑ ΟΠΛΑ: [1247, 400, 1564, 455]
nixon-body: ΓΕΝΕΥΗ, 24.— Ἡ ἀμερικανική ἀντιπροσωπεία εἰς τήν διάσκεψιν ἀφοπλισμοῦ ἐξήγησε τό σχέδιον τοῦ Προέδρου Νίξον διά τήν σύναψιν νέας συνθήκης περί ἀπαγορεύσεως τῆς τοποθετήσεως ἀτομικῶν ὅπλων εἰς τόν βυθόν τῶν θαλασσῶν.: [1247, 459, 1564, 505]
ad-line-1: ΕΙΝΑΙ ΜΟΝΟ ΤΟΥ ΟΣΚΑΡ: [101, 1697, 217, 1707]
navy-body-2: Οἱ στρατεύσιμοι θά πρέπει νά φέρουν μεθ' ἑαυτῶν τά ἀπαραίτητα δικαιολογητικά. Οἱ μή παρουσιαζόμενοι ἐγκαίρως θά θεωρηθοῦν ἀνυπότακτοι καί θά ὑποστοῦν τάς ὑπό τοῦ νόμου προβλεπομένας κυρώσεις.: [602, 165, 976, 199]
exports-body-2: Κατά τό αὐτό διάστημα αἱ εἰσαγωγαί παρουσίασαν μικροτέραν αὔξησιν. Ἡ ἐξαγωγή καπνοῦ, σταφίδος καί ἐσπεριδοειδῶν ἀποτελεῖ τό κύριον μέρος τῶν ἐξαγωγῶν.: [319, 94, 590, 128]
podosfairo-body: ΒΕΡΟΙΑ, 24.— Ὁ ποδοσφαιριστής ὑπέστη καρδιακήν προσβολήν κατά τήν διάρκειαν ἀγῶνος καί ἐξέπνευσε πρό τῆς μεταφορᾶς του εἰς νοσοκομεῖον.: [988, 404, 1236, 438]
timapha-body: ΑΘΗΝΑΙ, 24.— Ἀγνωστοι διαρρῆκται εἰσῆλθον εἰς διαμερίσματα καί ἀφήρεσαν χρήματα καί κοσμήματα μεγάλης ἀξίας.: [319, 520, 590, 553]
newspaper-page: [6, 4, 1568, 2316]
page-logo: Σελίς: [1247, 16, 1564, 58]
eranos-headline: ΣΥΝΕΣΤΗΘΗΣΑΝ ΕΠΙΤΡΟΠΑΙ ΕΙΣ ΤΑΣ ΕΔΡΑΣ ΤΩΝ ΝΟΜΩΝ ΔΙΑ ΤΟΝ ΕΡΑΝΟΝ ΤΗΣ ΑΝΤΙΚΑΡΚΙΝ.ΚΗΣ ΕΤΑΙΡΕΙΑΣ: [14, 691, 305, 735]
vallis-body-2: ΚΙΛΚΙΣ, 24.— Παρουσίᾳ τοῦ ὑφυπουργοῦ κ. Βάλλη ἐτελέσθησαν τά ἐγκαίνια τοῦ νέου οἰκοτροφείου θηλέων τῆς Μητροπόλεως Κιλκίς, τό ὁποῖον θά φιλοξενῇ μαθήτριας ἐκ τῶν ὀρεινῶν χωρίων.: [602, 365, 976, 398]
serres-body: ΑΘΗΝΑΙ, 24.— Ὑπό τοῦ ὑπουργείου Συγκοινωνιῶν ἐνεκρίθη ἡ ἐπέκτασις τῆς γραμμῆς λεωφορείων τῶν Σερρῶν.: [319, 588, 590, 611]
dromologia-headline: ΝΕΑ ΔΡΟΜΟΛΟΓΙΑ ΤΗΣ "ΟΛΥΜΠΙΑΚΗΣ" ΕΙΣ ΤΑΣ ΓΡΑΜΜΑΣ ΤΟΥ ΕΞΩΤΕΡΙΚΟΥ: [319, 134, 590, 161]
prosklisis-body: Ἡ Ἑλληνική Βιομηχανία Ζαχάρεως Α.Ε. καλεῖ τούς ἐνδιαφερομένους τεχνίτας ὅπως ὑποβάλουν αἰτήσεις.: [319, 805, 590, 827]
